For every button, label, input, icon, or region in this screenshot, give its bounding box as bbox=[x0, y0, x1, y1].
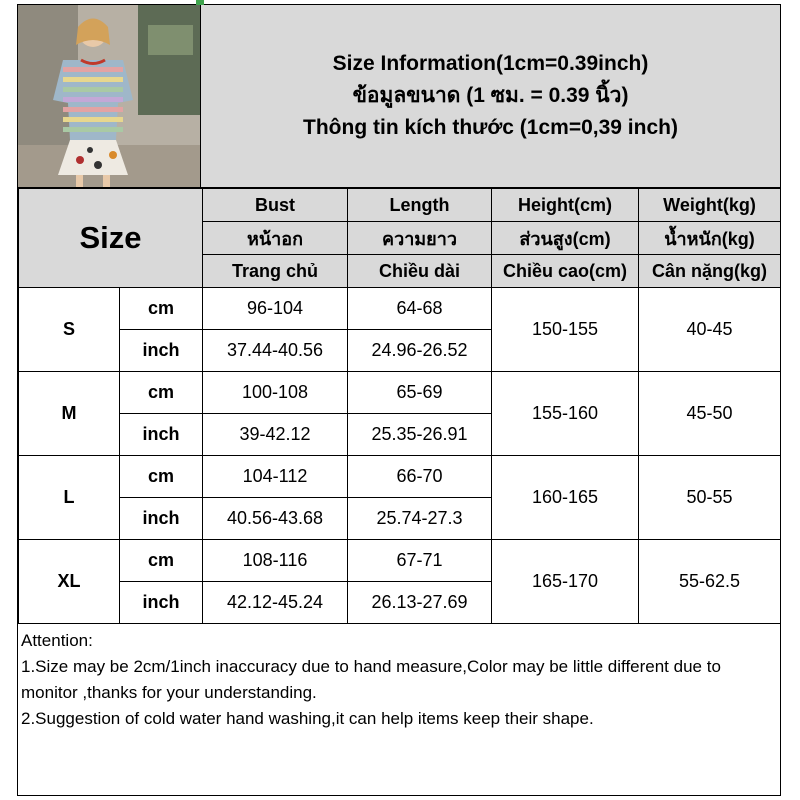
bust-inch: 40.56-43.68 bbox=[203, 498, 348, 540]
header-length-vi: Chiều dài bbox=[348, 255, 492, 288]
header-row-english bbox=[19, 189, 781, 222]
header-bust: Bust bbox=[203, 189, 348, 222]
height-range: 150-155 bbox=[492, 288, 639, 372]
note-1: 1.Size may be 2cm/1inch inaccuracy due to hand measure,Color may be little different due to monitor ,thanks for your understanding. bbox=[21, 657, 721, 702]
title-english: Size Information(1cm=0.39inch) bbox=[332, 52, 649, 75]
unit-inch: inch bbox=[120, 330, 203, 372]
note-2: 2.Suggestion of cold water hand washing,it can help items keep their shape. bbox=[21, 709, 594, 728]
title-panel bbox=[201, 5, 780, 188]
header-length: Length bbox=[348, 189, 492, 222]
table-row bbox=[19, 288, 781, 330]
notes-heading: Attention: bbox=[21, 631, 93, 650]
length-inch: 25.35-26.91 bbox=[348, 414, 492, 456]
header-bust-vi: Trang chủ bbox=[203, 255, 348, 288]
header-height-thai: ส่วนสูง(cm) bbox=[492, 222, 639, 255]
weight-range: 55-62.5 bbox=[639, 540, 781, 624]
header-weight-vi: Cân nặng(kg) bbox=[639, 255, 781, 288]
header-length-thai: ความยาว bbox=[348, 222, 492, 255]
unit-inch: inch bbox=[120, 582, 203, 624]
header-height-vi: Chiều cao(cm) bbox=[492, 255, 639, 288]
unit-cm: cm bbox=[120, 540, 203, 582]
bust-inch: 37.44-40.56 bbox=[203, 330, 348, 372]
bust-inch: 42.12-45.24 bbox=[203, 582, 348, 624]
bust-cm: 108-116 bbox=[203, 540, 348, 582]
height-range: 160-165 bbox=[492, 456, 639, 540]
size-label: M bbox=[19, 372, 120, 456]
weight-range: 40-45 bbox=[639, 288, 781, 372]
bust-cm: 100-108 bbox=[203, 372, 348, 414]
length-cm: 66-70 bbox=[348, 456, 492, 498]
title-thai: ข้อมูลขนาด (1 ซม. = 0.39 นิ้ว) bbox=[352, 84, 629, 107]
unit-inch: inch bbox=[120, 414, 203, 456]
header-weight: Weight(kg) bbox=[639, 189, 781, 222]
header-bust-thai: หน้าอก bbox=[203, 222, 348, 255]
header-weight-thai: น้ำหนัก(kg) bbox=[639, 222, 781, 255]
product-photo bbox=[18, 5, 201, 188]
height-range: 155-160 bbox=[492, 372, 639, 456]
unit-inch: inch bbox=[120, 498, 203, 540]
size-table bbox=[18, 188, 781, 624]
length-cm: 65-69 bbox=[348, 372, 492, 414]
table-row bbox=[19, 372, 781, 414]
unit-cm: cm bbox=[120, 372, 203, 414]
model-illustration bbox=[18, 5, 201, 188]
unit-cm: cm bbox=[120, 288, 203, 330]
size-label: L bbox=[19, 456, 120, 540]
size-label: XL bbox=[19, 540, 120, 624]
table-row bbox=[19, 456, 781, 498]
table-row bbox=[19, 540, 781, 582]
attention-notes bbox=[18, 627, 780, 795]
size-header: Size bbox=[19, 189, 203, 288]
header-height: Height(cm) bbox=[492, 189, 639, 222]
bust-inch: 39-42.12 bbox=[203, 414, 348, 456]
length-inch: 24.96-26.52 bbox=[348, 330, 492, 372]
weight-range: 50-55 bbox=[639, 456, 781, 540]
bust-cm: 96-104 bbox=[203, 288, 348, 330]
title-vietnamese: Thông tin kích thước (1cm=0,39 inch) bbox=[303, 116, 678, 139]
length-cm: 67-71 bbox=[348, 540, 492, 582]
length-inch: 26.13-27.69 bbox=[348, 582, 492, 624]
size-label: S bbox=[19, 288, 120, 372]
length-inch: 25.74-27.3 bbox=[348, 498, 492, 540]
height-range: 165-170 bbox=[492, 540, 639, 624]
bust-cm: 104-112 bbox=[203, 456, 348, 498]
unit-cm: cm bbox=[120, 456, 203, 498]
weight-range: 45-50 bbox=[639, 372, 781, 456]
length-cm: 64-68 bbox=[348, 288, 492, 330]
